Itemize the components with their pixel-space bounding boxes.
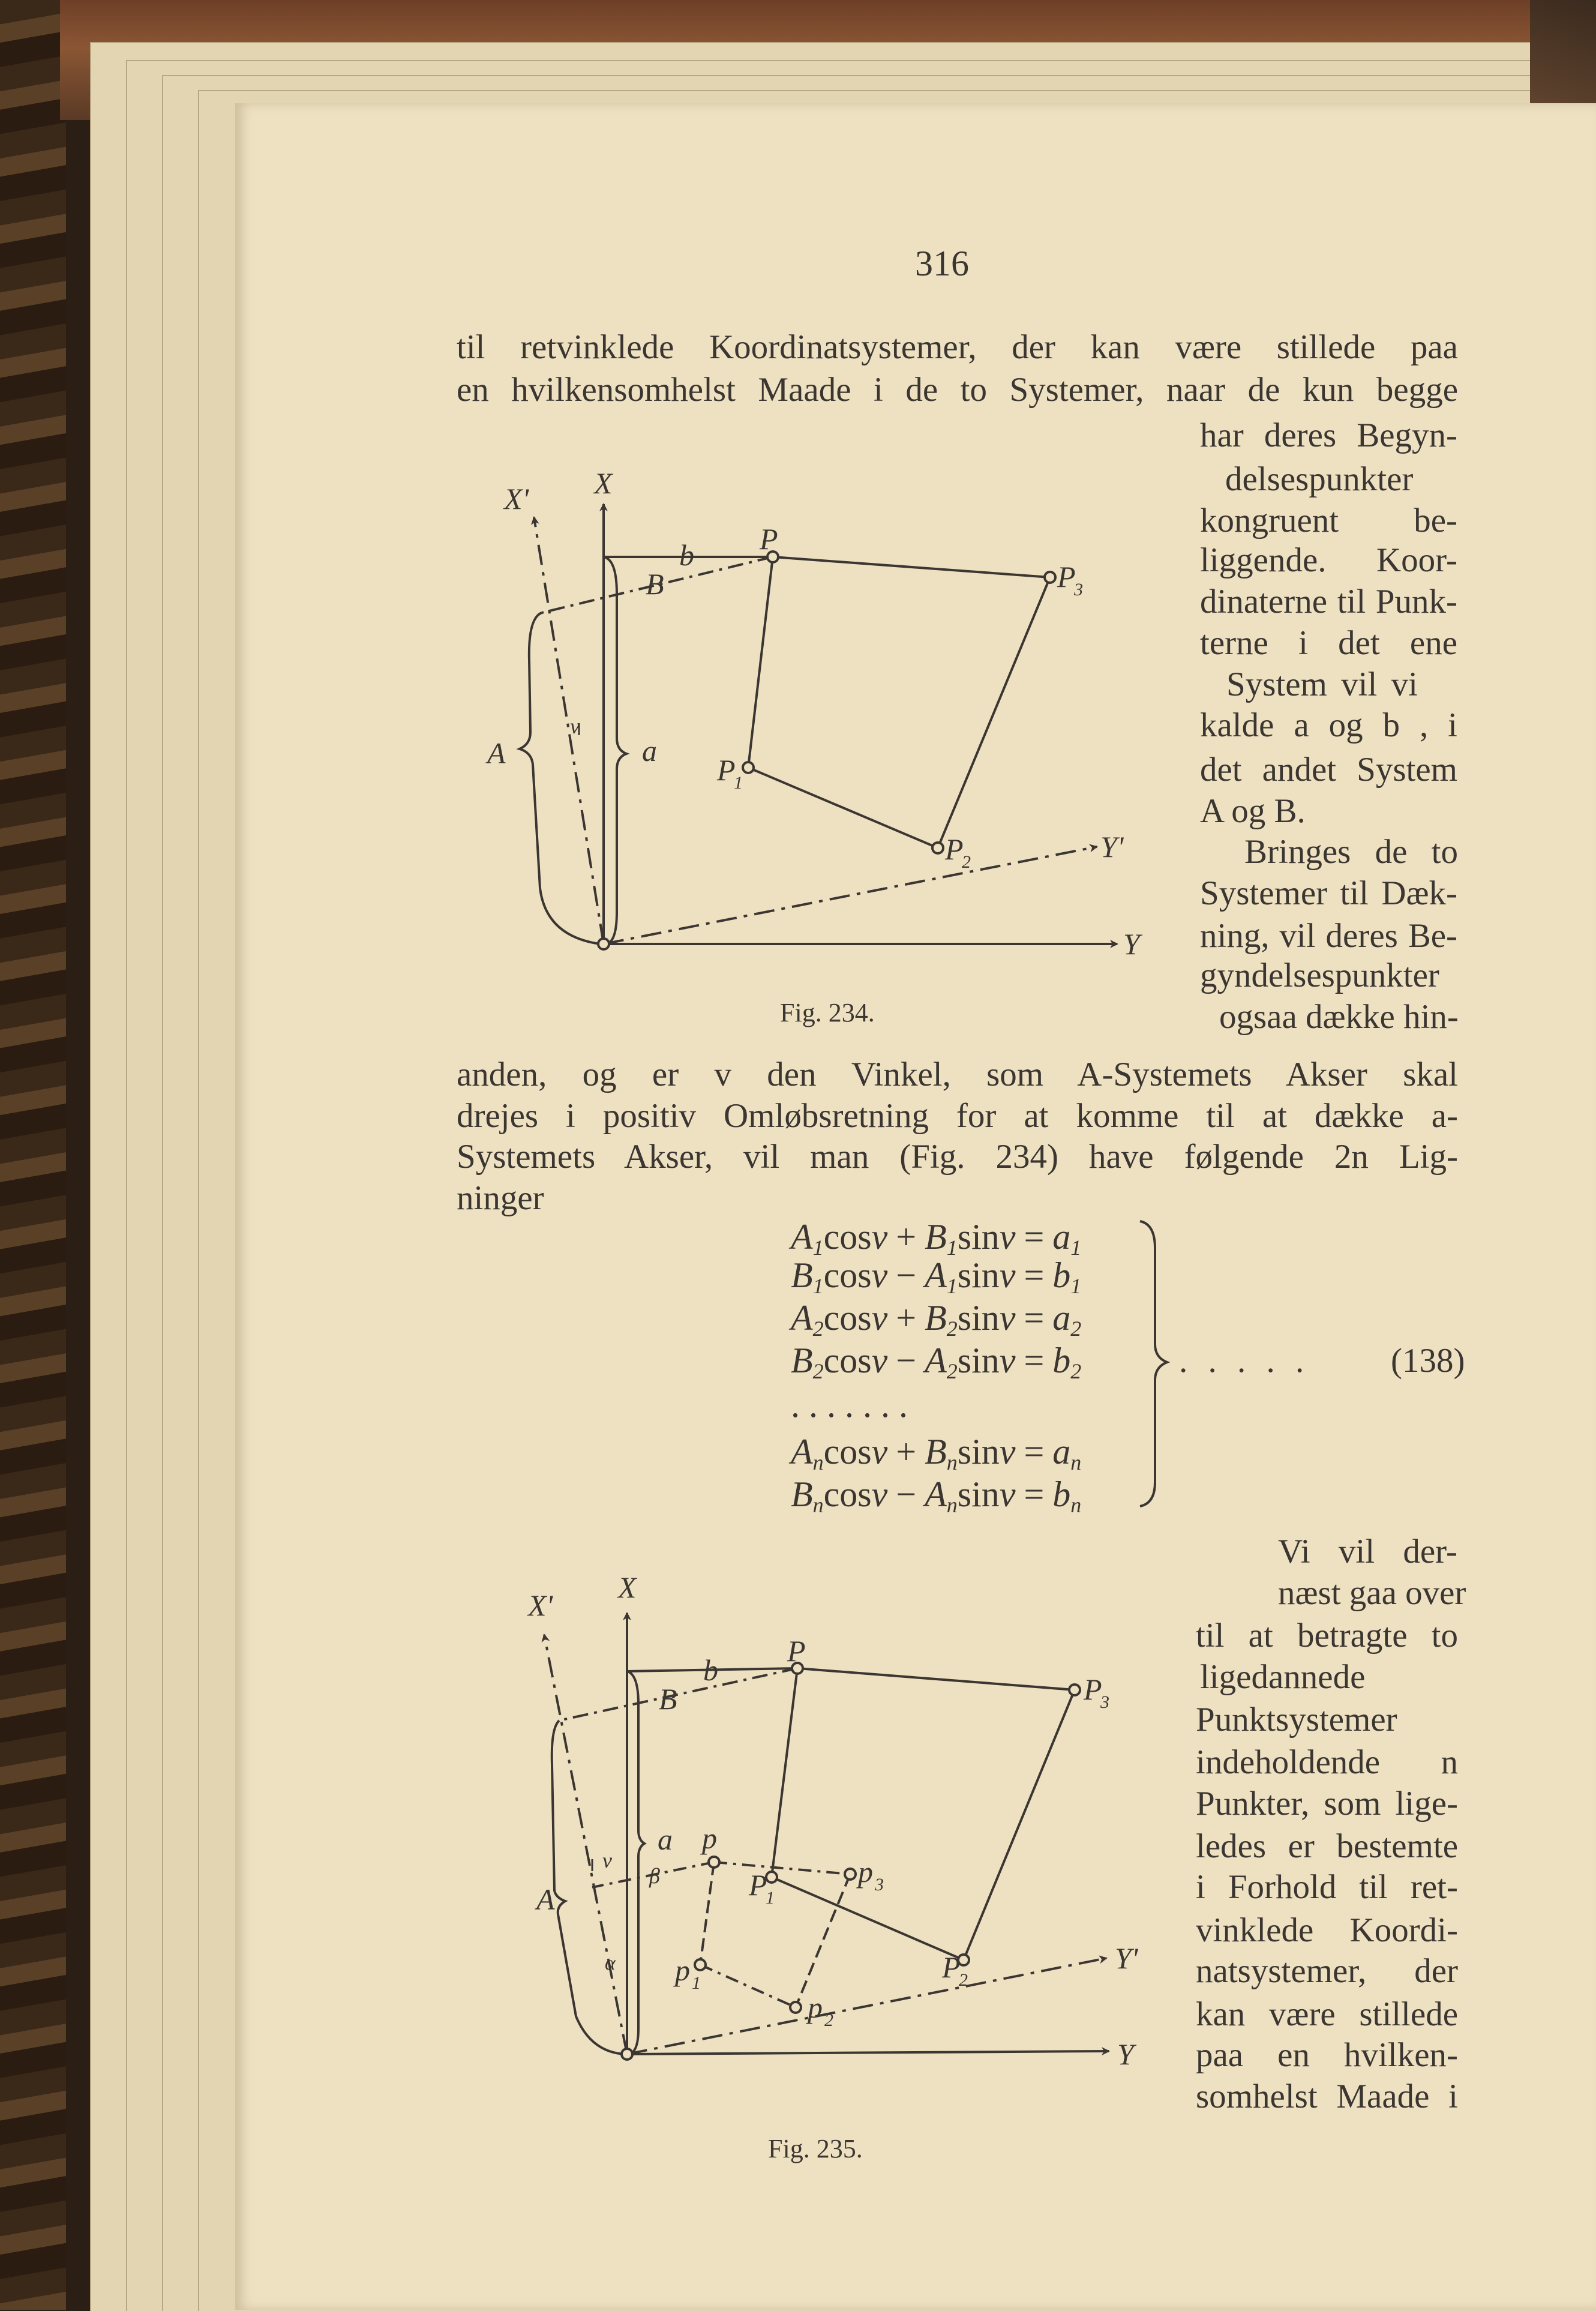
equation-term: n (1070, 1450, 1082, 1474)
B-coordinate-line (559, 1668, 797, 1720)
equation-term: A (791, 1432, 813, 1471)
figure-label: B (659, 1682, 677, 1716)
equation-term: = (1024, 1432, 1045, 1471)
small-polygon-edge (714, 1862, 850, 1874)
text-line: drejes i positiv Omløbsretning for at komme til at dække a- (457, 1097, 1458, 1135)
point-polygon (772, 1668, 1075, 1960)
equation-term: = (1024, 1474, 1045, 1514)
equation-term: A (925, 1341, 947, 1380)
figure-label: X (594, 466, 613, 500)
equation-term: v (871, 1255, 888, 1295)
equation-term: cos (823, 1474, 872, 1514)
equation-term: + (896, 1298, 917, 1338)
equation-term: = (1024, 1298, 1045, 1338)
figure-label: α (605, 1952, 616, 1974)
equation-term: A (791, 1217, 813, 1257)
text-line: Vi vil der- (1278, 1533, 1457, 1570)
point-p (709, 1857, 719, 1868)
figure-label: Y' (1100, 830, 1124, 864)
figure-label: v (570, 714, 580, 738)
figure-label: X' (528, 1588, 553, 1622)
equation-term: − (896, 1341, 917, 1380)
equation-term: v (999, 1217, 1016, 1257)
figure-label: a (642, 734, 657, 768)
equation-term: = (1024, 1341, 1045, 1380)
text-line: ligedannede (1200, 1658, 1366, 1696)
equation-term: 1 (812, 1236, 824, 1260)
text-line: somhelst Maade i (1196, 2078, 1458, 2115)
equation-term: v (871, 1341, 888, 1380)
equation-term: cos (823, 1341, 872, 1380)
text-line: kongruent be- (1200, 502, 1457, 539)
figure-label-subscript: 2 (959, 1970, 968, 1990)
equation-term: cos (823, 1255, 872, 1295)
equation-term: sin (957, 1255, 1000, 1295)
a-brace (627, 1671, 644, 2054)
text-line: delsespunkter (1225, 460, 1414, 498)
A-brace (520, 613, 600, 944)
y-axis (627, 2051, 1109, 2054)
equation-term: sin (957, 1341, 1000, 1380)
text-line: i Forhold til ret- (1196, 1868, 1458, 1906)
equation-term: − (896, 1255, 917, 1295)
figure-label-subscript: 3 (1074, 580, 1083, 600)
point-P1 (766, 1872, 777, 1883)
equation-term: v (999, 1298, 1016, 1338)
figure-label: b (679, 538, 694, 572)
equation-term: sin (957, 1217, 1000, 1257)
equation-term: A (925, 1474, 947, 1514)
x-prime-axis (544, 1635, 627, 2054)
figure-label: A (487, 736, 506, 770)
equation-term: a (1052, 1432, 1071, 1471)
text-line: A og B. (1200, 792, 1306, 830)
figure-label: p (858, 1855, 873, 1889)
text-line: anden, og er v den Vinkel, som A-Systemets Akser skal (457, 1056, 1458, 1093)
figure-label: P (749, 1868, 767, 1902)
equation-term: B (925, 1432, 947, 1471)
point-P2 (932, 843, 943, 853)
text-line: en hvilkensomhelst Maade i de to Systemer, naar de kun begge (457, 371, 1458, 409)
figure-label: β (649, 1864, 660, 1888)
equation-brace (1140, 1221, 1167, 1506)
figure-234-labels (485, 466, 1143, 961)
y-prime-axis (604, 847, 1097, 944)
equation-term: = (1024, 1255, 1045, 1295)
figure-label: p (702, 1821, 717, 1855)
equation-term: v (871, 1298, 888, 1338)
equation-term: 2 (812, 1317, 824, 1341)
figure-label-subscript: 1 (734, 773, 743, 793)
equation-term: 2 (946, 1317, 958, 1341)
text-line: gyndelsespunkter (1200, 957, 1439, 994)
figure-label: b (703, 1653, 718, 1687)
text-line: natsystemer, der (1196, 1952, 1458, 1990)
equation-term: n (1070, 1493, 1082, 1517)
equation-term: v (871, 1474, 888, 1514)
text-line: System vil vi (1226, 666, 1418, 703)
figure-label: A (536, 1883, 555, 1916)
equation-term: b (1052, 1255, 1071, 1295)
figure-label-subscript: 3 (1100, 1692, 1109, 1712)
figure-label: Y (1123, 927, 1140, 961)
figure-label: X (618, 1570, 637, 1604)
figure-label-subscript: 2 (824, 2010, 833, 2030)
equation-term: n (812, 1450, 824, 1474)
equation-term: = (1024, 1217, 1045, 1257)
equation-term: sin (957, 1432, 1000, 1471)
text-line: indeholdende n (1196, 1743, 1458, 1781)
figure-235-labels (527, 1570, 1139, 2071)
equation-term: v (871, 1432, 888, 1471)
text-line: det andet System (1200, 751, 1457, 789)
equation-term: 2 (946, 1359, 958, 1383)
equation-term: 1 (1070, 1274, 1082, 1298)
figure-caption-234: Fig. 234. (780, 998, 875, 1027)
equation-term: b (1052, 1474, 1071, 1514)
figure-label: v (602, 1848, 612, 1872)
equation-term: A (791, 1298, 813, 1338)
text-line: ning, vil deres Be- (1200, 917, 1457, 955)
figure-label: P (717, 753, 736, 787)
figure-label: a (658, 1823, 673, 1856)
figure-label-subscript: 1 (766, 1888, 775, 1908)
equation-term: 1 (812, 1274, 824, 1298)
text-line: Punktsystemer (1196, 1701, 1397, 1739)
text-line: ledes er bestemte (1196, 1827, 1458, 1865)
text-line: Punkter, som lige- (1196, 1785, 1458, 1823)
text-line: næst gaa over (1278, 1574, 1466, 1612)
equation-term: B (791, 1474, 813, 1514)
equation-term: n (812, 1493, 824, 1517)
equation-number: (138) (1391, 1342, 1465, 1380)
figure-label: P (787, 1634, 806, 1668)
figure-label: p (808, 1991, 823, 2024)
equation-ellipsis: . . . . . . . (791, 1385, 908, 1425)
figure-label-subscript: 3 (875, 1875, 884, 1895)
text-line: har deres Begyn- (1200, 416, 1457, 454)
equation-term: 1 (946, 1236, 958, 1260)
equation-term: A (925, 1255, 947, 1295)
point-origin (622, 2049, 632, 2060)
figure-label: Y' (1115, 1941, 1138, 1975)
text-line: Systemer til Dæk- (1200, 874, 1457, 912)
equation-term: cos (823, 1432, 872, 1471)
point-origin (598, 939, 609, 949)
point-P1 (743, 762, 754, 773)
equation-term: B (791, 1255, 813, 1295)
text-line: til retvinklede Koordinatsystemer, der kan være stillede paa (457, 328, 1458, 366)
equation-term: cos (823, 1298, 872, 1338)
equation-term: v (999, 1255, 1016, 1295)
equation-term: a (1052, 1217, 1071, 1257)
y-prime-axis (627, 1958, 1106, 2054)
text-line: dinaterne til Punk- (1200, 583, 1457, 621)
equation-term: n (946, 1493, 958, 1517)
page-number: 316 (915, 244, 969, 283)
text-line: ninger (457, 1179, 544, 1217)
small-polygon-edge (700, 1965, 796, 2007)
equation-leader-dots: . . . . . (1179, 1342, 1310, 1380)
figure-234 (520, 504, 1117, 949)
equation-term: B (925, 1298, 947, 1338)
figure-label: P (942, 1950, 961, 1984)
point-p2 (790, 2002, 801, 2013)
equation-term: b (1052, 1341, 1071, 1380)
equation-term: v (999, 1341, 1016, 1380)
text-line: terne i det ene (1200, 624, 1457, 662)
figure-caption-235: Fig. 235. (768, 2134, 863, 2163)
figure-label: p (675, 1953, 690, 1987)
figure-235 (544, 1613, 1109, 2060)
figure-label-subscript: 1 (692, 1973, 701, 1993)
figure-label-subscript: 2 (962, 852, 971, 872)
equation-term: v (871, 1217, 888, 1257)
figure-label: Y (1117, 2037, 1134, 2071)
figure-label: X' (504, 482, 529, 515)
equation-term: − (896, 1474, 917, 1514)
text-line: Bringes de to (1244, 833, 1458, 871)
point-p3 (845, 1869, 856, 1880)
figure-label: P (1084, 1672, 1102, 1706)
equation-term: v (999, 1474, 1016, 1514)
point-P3 (1069, 1684, 1080, 1695)
text-line: paa en hvilken- (1196, 2036, 1458, 2074)
equation-term: 1 (946, 1274, 958, 1298)
equation-term: v (999, 1432, 1016, 1471)
equation-term: 2 (1070, 1317, 1082, 1341)
equation-term: 1 (1070, 1236, 1082, 1260)
equation-term: + (896, 1217, 917, 1257)
equation-term: sin (957, 1474, 1000, 1514)
equation-term: + (896, 1432, 917, 1471)
text-line: til at betragte to (1196, 1617, 1458, 1654)
figure-label: P (760, 522, 778, 556)
figure-label: B (646, 567, 664, 601)
A-brace (552, 1720, 625, 2054)
x-prime-axis (534, 517, 604, 944)
figure-label: P (1057, 560, 1076, 594)
point-P3 (1045, 572, 1055, 583)
equation-term: 2 (812, 1359, 824, 1383)
a-brace (604, 557, 626, 944)
equation-term: B (791, 1341, 813, 1380)
text-line: Systemets Akser, vil man (Fig. 234) have følgende 2n Lig- (457, 1138, 1458, 1176)
text-line: kan være stillede (1196, 1995, 1458, 2033)
equation-term: B (925, 1217, 947, 1257)
small-polygon-edge (700, 1862, 714, 1965)
point-p1 (695, 1959, 706, 1970)
figure-label: P (945, 832, 964, 866)
equation-term: a (1052, 1298, 1071, 1338)
text-line: liggende. Koor- (1200, 541, 1457, 579)
equation-term: n (946, 1450, 958, 1474)
equation-term: cos (823, 1217, 872, 1257)
text-line: kalde a og b , i (1200, 706, 1457, 744)
text-line: ogsaa dække hin- (1219, 998, 1459, 1036)
point-polygon (748, 557, 1050, 848)
text-line: vinklede Koordi- (1196, 1911, 1458, 1949)
equation-term: 2 (1070, 1359, 1082, 1383)
small-polygon-edge (796, 1874, 850, 2007)
equation-term: sin (957, 1298, 1000, 1338)
